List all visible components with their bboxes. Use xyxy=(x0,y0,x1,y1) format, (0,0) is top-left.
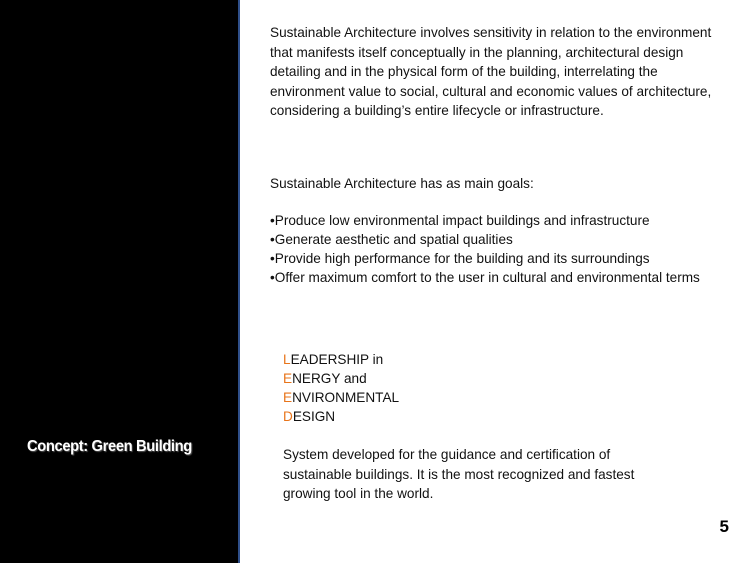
sidebar-panel xyxy=(0,0,240,563)
goal-item: •Provide high performance for the building and its surroundings xyxy=(270,251,650,266)
leed-line xyxy=(283,388,399,407)
goal-item: •Generate aesthetic and spatial qualities xyxy=(270,232,513,247)
slide-title: Concept: Green Building xyxy=(27,438,192,455)
leed-rest: ESIGN xyxy=(292,409,336,424)
goal-item: •Produce low environmental impact buildings and infrastructure xyxy=(270,213,650,228)
leed-line xyxy=(283,369,399,388)
leed-line xyxy=(283,350,399,369)
leed-rest: NVIRONMENTAL xyxy=(292,390,400,405)
leed-rest: NERGY and xyxy=(292,371,367,386)
leed-initial: D xyxy=(283,409,293,424)
goals-heading: Sustainable Architecture has as main goals: xyxy=(270,176,534,191)
leed-initial: E xyxy=(283,371,293,386)
leed-rest: EADERSHIP in xyxy=(290,352,384,367)
goals-list xyxy=(270,211,745,287)
leed-line xyxy=(283,407,399,426)
page-number: 5 xyxy=(719,517,729,536)
goal-item: •Offer maximum comfort to the user in cultural and environmental terms xyxy=(270,270,700,285)
intro-paragraph: Sustainable Architecture involves sensitivity in relation to the environment that manifests itself conceptually in the planning, architectural design detailing and in the physical form of the building, interrelating the environment value to social, cultural and economic values of architecture, considering a building’s entire lifecycle or infrastructure. xyxy=(270,25,712,118)
leed-initial: E xyxy=(283,390,293,405)
leed-acronym xyxy=(283,350,399,426)
leed-description: System developed for the guidance and certification of sustainable buildings. It is the most recognized and fastest growing tool in the world. xyxy=(283,447,635,501)
leed-initial: L xyxy=(283,352,291,367)
